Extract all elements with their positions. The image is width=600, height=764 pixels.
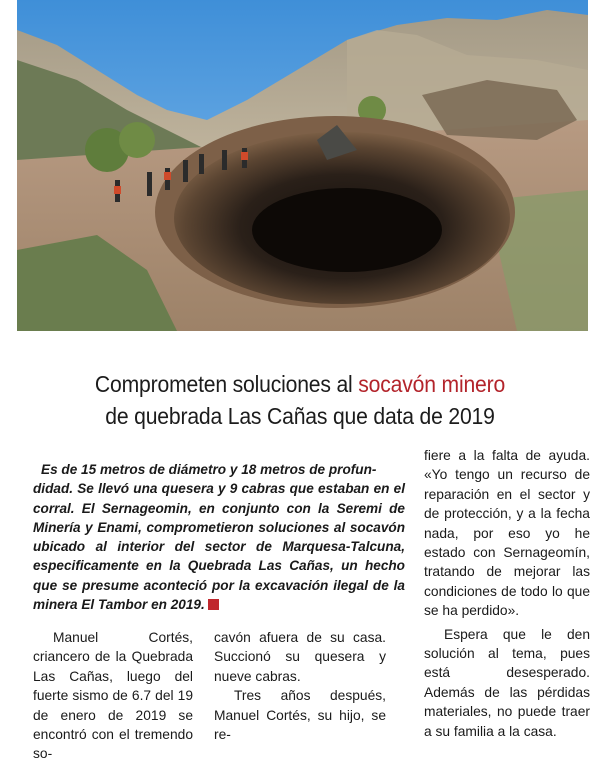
- end-mark-icon: [208, 599, 219, 610]
- headline-line-1: [30, 368, 570, 400]
- body-column-3: [424, 446, 590, 741]
- body-column-1: [33, 628, 193, 764]
- lead-paragraph: [33, 460, 405, 614]
- column-3-paragraph-1: fiere a la falta de ayuda. «Yo tengo un recurso de reparación en el sector y de protección, y a la fecha nada, por eso yo he estado con Sernageomín, tratando de mejorar las condiciones de todo lo que se ha perdido».: [424, 448, 590, 619]
- headline-line-2: de quebrada Las Cañas que data de 2019: [105, 403, 495, 429]
- sinkhole-photo: [17, 0, 588, 331]
- lead-first-line: Es de 15 metros de diámetro y 18 metros de profun-: [41, 462, 377, 477]
- column-2-paragraph-2: Tres años después, Manuel Cortés, su hijo, se re-: [214, 688, 386, 743]
- headline-text: Comprometen soluciones al: [94, 371, 359, 397]
- headline: [30, 368, 570, 432]
- lead-body: didad. Se llevó una quesera y 9 cabras que estaban en el corral. El Sernageomin, en conjunto con la Seremi de Minería y Enami, comprometieron soluciones al socavón ubicado al interior del sector de Marquesa-Talcuna, especificamente en la Quebrada Las Cañas, un hecho que se presume aconteció por la excavación ilegal de la minera El Tambor en 2019.: [33, 481, 405, 613]
- column-2-paragraph-1: cavón afuera de su casa. Succionó su quesera y nueve cabras.: [214, 630, 386, 684]
- sinkhole-photo-illustration: [17, 0, 588, 331]
- column-1-paragraph: Manuel Cortés, criancero de la Quebrada Las Cañas, luego del fuerte sismo de 6.7 del 19 de enero de 2019 se encontró con el tremendo so-: [33, 630, 193, 762]
- column-3-paragraph-2: Espera que le den solución al tema, pues está desesperado. Además de las pérdidas materiales, no puede traer a su familia a la casa.: [424, 626, 590, 739]
- body-column-2: [214, 628, 386, 744]
- headline-accent: socavón minero: [358, 371, 506, 397]
